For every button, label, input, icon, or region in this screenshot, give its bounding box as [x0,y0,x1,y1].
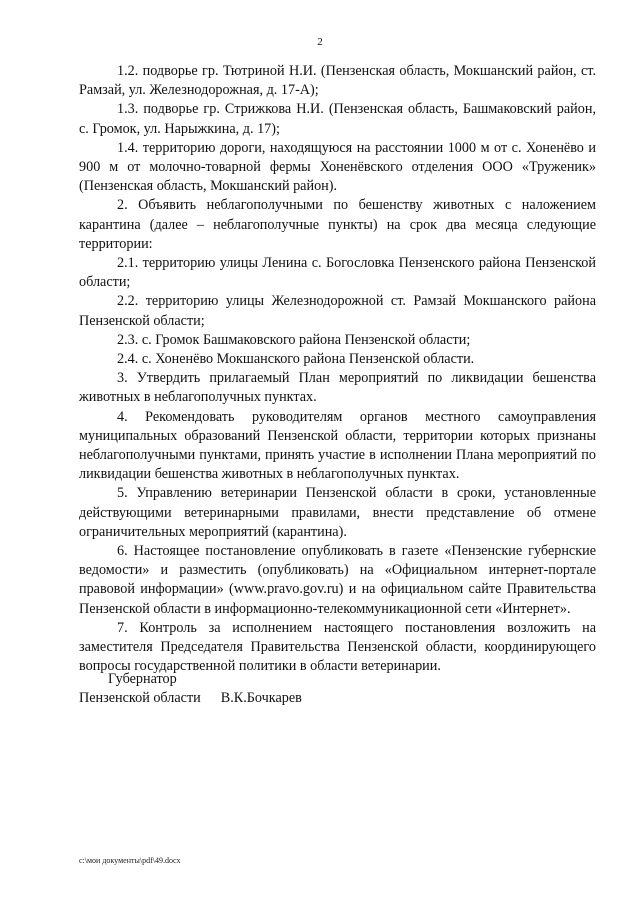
paragraph-1-3: 1.3. подворье гр. Стрижкова Н.И. (Пензенская область, Башмаковский район, с. Громок, ул. Нарыжкина, д. 17); [79,101,596,137]
paragraph-6: 6. Настоящее постановление опубликовать в газете «Пензенские губернские ведомости» и разместить (опубликовать) на «Официальном интернет-портале правовой информации» (www.pravo.gov.ru) и на официальном сайте Правительства Пензенской области в информационно-телекоммуникационной сети «Интернет». [79,543,596,617]
signature-region: Пензенской области [79,690,201,706]
paragraph-2-1: 2.1. территорию улицы Ленина с. Богословка Пензенского района Пензенской области; [79,255,596,291]
paragraph-3: 3. Утвердить прилагаемый План мероприятий по ликвидации бешенства животных в неблагополучных пунктах. [79,370,596,406]
document-body [79,62,596,677]
paragraph-4: 4. Рекомендовать руководителям органов местного самоуправления муниципальных образований Пензенской области, территории которых признаны неблагополучными пунктами, принять участие в исполнении Плана мероприятий по ликвидации бешенства животных в неблагополучных пунктах. [79,408,596,483]
paragraph-2: 2. Объявить неблагополучными по бешенству животных с наложением карантина (далее – неблагополучные пункты) на срок два месяца следующие территории: [79,197,596,252]
paragraph-1-2: 1.2. подворье гр. Тютриной Н.И. (Пензенская область, Мокшанский район, ст. Рамзай, ул. Железнодорожная, д. 17-А); [79,63,596,99]
paragraph-1-4: 1.4. территорию дороги, находящуюся на расстоянии 1000 м от с. Хоненёво и 900 м от молочно-товарной фермы Хоненёвского отделения ООО «Труженик» (Пензенская область, Мокшанский район). [79,139,596,195]
paragraph-2-3: 2.3. с. Громок Башмаковского района Пензенской области; [117,331,471,348]
footer-file-path: c:\мои документы\pdf\49.docx [79,856,181,865]
paragraph-2-2: 2.2. территорию улицы Железнодорожной ст. Рамзай Мокшанского района Пензенской области; [79,293,596,329]
paragraph-2-4: 2.4. с. Хоненёво Мокшанского района Пензенской области. [117,351,475,368]
signature-line [79,689,302,708]
page-number: 2 [317,36,323,48]
paragraph-5: 5. Управлению ветеринарии Пензенской области в сроки, установленные действующими ветеринарными правилами, внести представление об отмене ограничительных мероприятий (карантина). [79,485,596,540]
paragraph-7: 7. Контроль за исполнением настоящего постановления возложить на заместителя Председателя Правительства Пензенской области, координирующего вопросы государственной политики в области ветеринарии. [79,619,596,675]
signature-title: Губернатор [108,671,177,687]
signature-name: В.К.Бочкарев [220,690,302,706]
